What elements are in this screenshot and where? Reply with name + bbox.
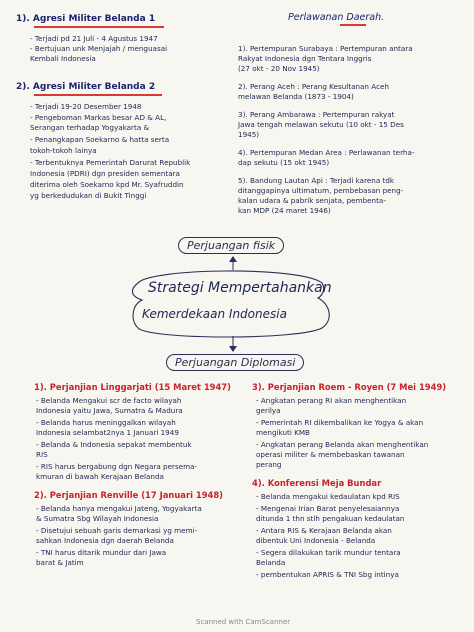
agresi1-item-2: Kembali Indonesia: [30, 54, 96, 63]
perlawanan-item-3: 2). Perang Aceh : Perang Kesultanan Aceh: [238, 82, 389, 91]
kmb-item-2: ditunda 1 thn stlh pengakuan kedaulatan: [256, 514, 405, 523]
linggarjati-title: 1). Perjanjian Linggarjati (15 Maret 1947): [34, 382, 231, 392]
agresi2-item-0: - Terjadi 19-20 Desember 1948: [30, 102, 142, 111]
agresi2-item-3: - Penangkapan Soekarno & hatta serta: [30, 135, 170, 144]
roem-royen-item-4: - Angkatan perang Belanda akan menghentikan: [256, 440, 429, 449]
renville-item-2: - Disetujui sebuah garis demarkasi yg memi-: [36, 526, 198, 535]
diplo-box: Perjuangan Diplomasi: [166, 354, 304, 371]
kmb-item-3: - Antara RIS & Kerajaan Belanda akan: [256, 526, 392, 535]
center-line2: Kemerdekaan Indonesia: [142, 307, 287, 321]
linggarjati-item-2: - Belanda harus meninggalkan wilayah: [36, 418, 176, 427]
perlawanan-item-9: dap sekutu (15 okt 1945): [238, 158, 330, 167]
agresi1-item-0: - Terjadi pd 21 Juli - 4 Agustus 1947: [30, 34, 158, 43]
center-line1: Strategi Mempertahankan: [148, 280, 332, 296]
agresi2-item-7: diterima oleh Soekarno kpd Mr. Syafruddin: [30, 180, 184, 189]
linggarjati-item-4: - Belanda & Indonesia sepakat membentuk: [36, 440, 192, 449]
perlawanan-item-4: melawan Belanda (1873 - 1904): [238, 92, 354, 101]
agresi2-item-6: Indonesia (PDRI) dgn presiden sementara: [30, 169, 180, 178]
renville-item-4: - TNI harus ditarik mundur dari Jawa: [36, 548, 167, 557]
linggarjati-item-7: kmuran di bawah Kerajaan Belanda: [36, 472, 164, 481]
kmb-item-7: - pembentukan APRIS & TNI Sbg intinya: [256, 570, 399, 579]
perlawanan-item-11: ditanggapinya ultimatum, pembebasan peng-: [238, 186, 404, 195]
kmb-item-5: - Segera dilakukan tarik mundur tentara: [256, 548, 401, 557]
perlawanan-title: Perlawanan Daerah.: [288, 12, 385, 23]
linggarjati-item-5: RIS: [36, 450, 48, 459]
linggarjati-item-6: - RIS harus bergabung dgn Negara persema-: [36, 462, 198, 471]
renville-item-1: & Sumatra Sbg Wilayah Indonesia: [36, 514, 159, 523]
renville-item-5: barat & Jatim: [36, 558, 84, 567]
roem-royen-title: 3). Perjanjian Roem - Royen (7 Mei 1949): [252, 382, 447, 392]
agresi2-title: 2). Agresi Militer Belanda 2: [16, 82, 156, 92]
renville-title: 2). Perjanjian Renville (17 Januari 1948): [34, 490, 224, 500]
agresi2-item-5: - Terbentuknya Pemerintah Darurat Republik: [30, 158, 191, 167]
linggarjati-item-0: - Belanda Mengakui scr de facto wilayah: [36, 396, 182, 405]
kmb-item-0: - Belanda mengakui kedaulatan kpd RIS: [256, 492, 400, 501]
perlawanan-item-12: kalan udara & pabrik senjata, pembenta-: [238, 196, 386, 205]
roem-royen-item-5: operasi militer & membebaskan tawanan: [256, 450, 405, 459]
agresi2-item-8: yg berkedudukan di Bukit Tinggi: [30, 191, 147, 200]
roem-royen-item-6: perang: [256, 460, 282, 469]
perlawanan-item-7: 1945): [238, 130, 260, 139]
agresi2-item-1: - Pengeboman Markas besar AD & AL,: [30, 113, 167, 122]
renville-item-0: - Belanda hanya mengakui Jateng, Yogyakarta: [36, 504, 202, 513]
perlawanan-item-0: 1). Pertempuran Surabaya : Pertempuran antara: [238, 44, 413, 53]
roem-royen-item-1: gerilya: [256, 406, 281, 415]
kmb-item-6: Belanda: [256, 558, 286, 567]
perlawanan-item-13: kan MDP (24 maret 1946): [238, 206, 331, 215]
arrow-up-head: [229, 256, 237, 262]
arrow-down-head: [229, 346, 237, 352]
perlawanan-item-6: Jawa tengah melawan sekutu (10 okt - 15 Des: [238, 120, 404, 129]
agresi2-item-4: tokoh-tokoh lainya: [30, 146, 97, 155]
renville-item-3: sahkan Indonesia dgn daerah Belanda: [36, 536, 174, 545]
perlawanan-item-5: 3). Perang Ambarawa : Pertempuran rakyat: [238, 110, 395, 119]
scanner-watermark: Scanned with CamScanner: [196, 618, 291, 626]
perlawanan-item-8: 4). Pertempuran Medan Area : Perlawanan terha-: [238, 148, 415, 157]
perlawanan-item-10: 5). Bandung Lautan Api : Terjadi karena tdk: [238, 176, 395, 185]
agresi1-title: 1). Agresi Militer Belanda 1: [16, 14, 156, 24]
roem-royen-item-0: - Angkatan perang RI akan menghentikan: [256, 396, 407, 405]
perlawanan-item-2: (27 okt - 20 Nov 1945): [238, 64, 320, 73]
linggarjati-item-3: Indonesia selambat2nya 1 Januari 1949: [36, 428, 179, 437]
roem-royen-item-2: - Pemerintah RI dikembalikan ke Yogya & akan: [256, 418, 424, 427]
agresi1-item-1: - Bertujuan unk Menjajah / menguasai: [30, 44, 168, 53]
fisik-box: Perjuangan fisik: [178, 237, 284, 254]
linggarjati-item-1: Indonesia yaitu Jawa, Sumatra & Madura: [36, 406, 183, 415]
perlawanan-item-1: Rakyat Indonesia dgn Tentara Inggris: [238, 54, 372, 63]
kmb-item-4: dibentuk Uni Indonesia - Belanda: [256, 536, 376, 545]
kmb-item-1: - Mengenai Irian Barat penyelesaiannya: [256, 504, 400, 513]
kmb-title: 4). Konferensi Meja Bundar: [252, 478, 382, 488]
roem-royen-item-3: mengikuti KMB: [256, 428, 310, 437]
agresi2-item-2: Serangan terhadap Yogyakarta &: [30, 123, 150, 132]
